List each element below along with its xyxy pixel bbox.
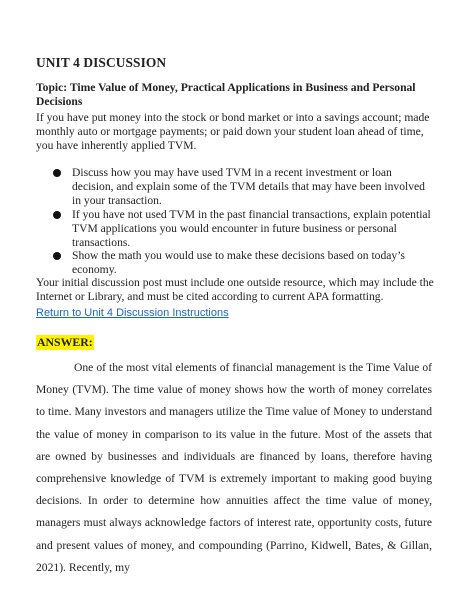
- topic-title: Topic: Time Value of Money, Practical Applications in Business and Personal Decisions: [36, 81, 416, 108]
- bullet-dot-icon: [53, 211, 61, 219]
- bullet-dot-icon: [53, 252, 61, 260]
- resource-requirement-paragraph: Your initial discussion post must include one outside resource, which may include the Internet or Library, and must be cited according to current APA formatting.: [36, 276, 434, 304]
- discussion-heading: UNIT 4 DISCUSSION: [36, 55, 167, 70]
- bullet-text: Discuss how you may have used TVM in a recent investment or loan decision, and explain some of the TVM details that may have been involved in your transaction.: [72, 166, 425, 207]
- intro-paragraph: If you have put money into the stock or bond market or into a savings account; made monthly auto or mortgage payments; or paid down your student loan ahead of time, you have inherently applied TVM.: [36, 111, 430, 153]
- list-item: [53, 208, 433, 250]
- answer-label: ANSWER:: [37, 335, 93, 349]
- answer-paragraph: One of the most vital elements of financial management is the Time Value of Money (TVM). The time value of money shows how the worth of money correlates to time. Many investors and managers utilize the Time value of Money to understand the value of money in comparison to its value in the future. Most of the assets that are owned by businesses and individuals are financed by loans, therefore having comprehensive knowledge of TVM is extremely important to making good buying decisions. In order to determine how annuities affect the time value of money, managers must always acknowledge factors of interest rate, opportunity costs, future and present values of money, and compounding (Parrino, Kidwell, Bates, & Gillan, 2021). Recently, my: [36, 361, 432, 574]
- bullet-dot-icon: [53, 169, 61, 177]
- return-to-instructions-link[interactable]: Return to Unit 4 Discussion Instructions: [36, 307, 229, 319]
- bullet-text: Show the math you would use to make these decisions based on today’s economy.: [72, 249, 405, 277]
- bullet-text: If you have not used TVM in the past financial transactions, explain potential TVM applications you would encounter in future business or personal transactions.: [72, 207, 431, 249]
- list-item: [53, 166, 433, 208]
- prompt-bullet-list: [53, 166, 433, 277]
- list-item: [53, 249, 433, 277]
